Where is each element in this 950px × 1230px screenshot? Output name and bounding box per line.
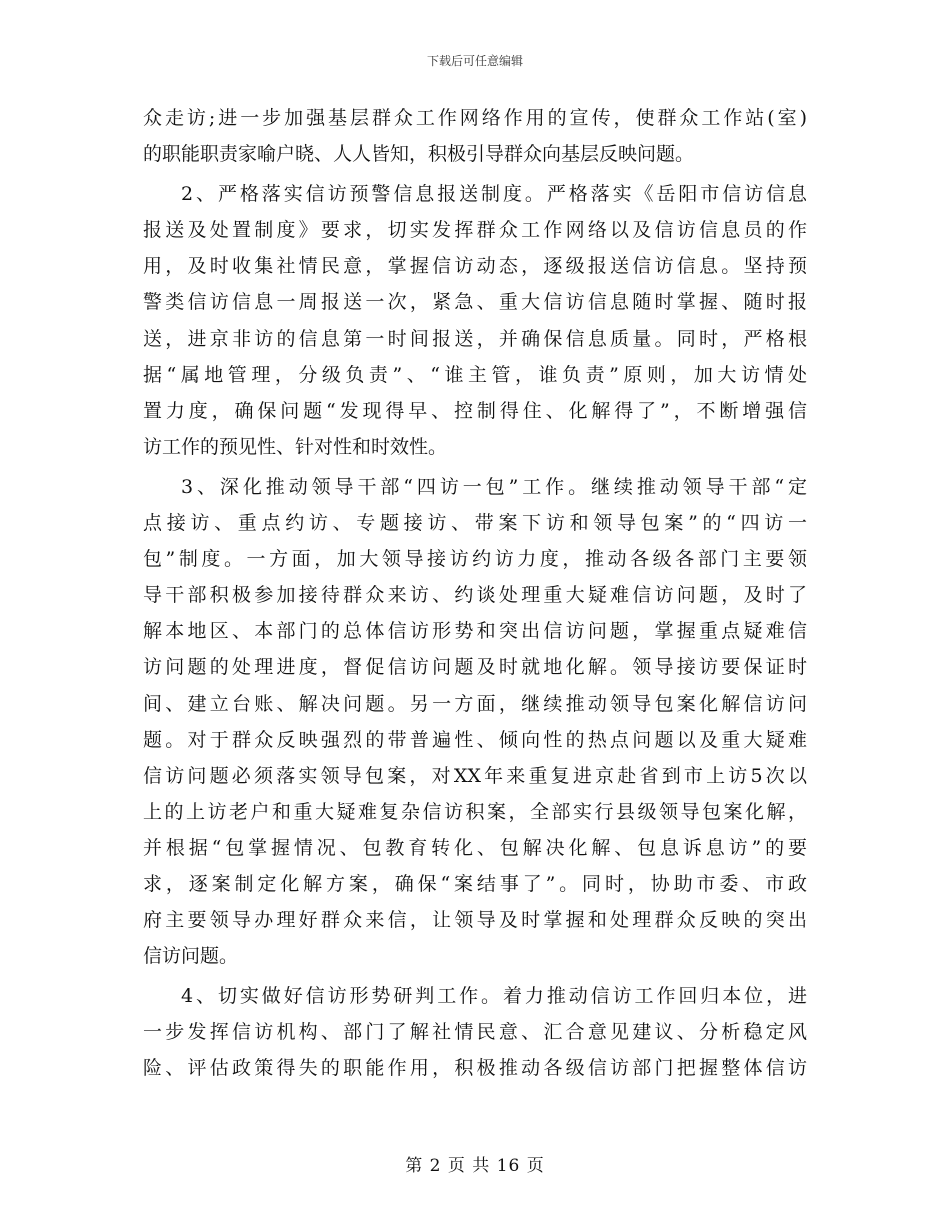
- text-line: 点接访、重点约访、专题接访、带案下访和领导包案”的“四访一: [143, 512, 807, 535]
- paragraph-4: [143, 978, 807, 1086]
- text-line: 众走访;进一步加强基层群众工作网络作用的宣传，使群众工作站(室): [143, 107, 807, 129]
- text-line: 信访问题必须落实领导包案，对XX年来重复进京赴省到市上访5次以: [143, 764, 807, 787]
- text-line: 4、切实做好信访形势研判工作。着力推动信访工作回归本位，进: [181, 985, 807, 1008]
- text-line: 2、严格落实信访预警信息报送制度。严格落实《岳阳市信访信息: [181, 183, 807, 206]
- text-line: 府主要领导办理好群众来信，让领导及时掌握和处理群众反映的突出: [143, 909, 807, 932]
- text-line: 警类信访信息一周报送一次，紧急、重大信访信息随时掌握、随时报: [143, 291, 807, 314]
- text-line: 访问题的处理进度，督促信访问题及时就地化解。领导接访要保证时: [143, 656, 807, 679]
- text-line: 解本地区、本部门的总体信访形势和突出信访问题，掌握重点疑难信: [143, 620, 807, 643]
- paragraph-3: [143, 469, 807, 974]
- text-line: 访工作的预见性、针对性和时效性。: [143, 435, 448, 458]
- text-line: 送，进京非访的信息第一时间报送，并确保信息质量。同时，严格根: [143, 327, 807, 350]
- text-line: 置力度，确保问题“发现得早、控制得住、化解得了”，不断增强信: [143, 399, 807, 422]
- text-line: 险、评估政策得失的职能作用，积极推动各级信访部门把握整体信访: [143, 1057, 807, 1080]
- text-line: 一步发挥信访机构、部门了解社情民意、汇合意见建议、分析稳定风: [143, 1021, 807, 1044]
- text-line: 导干部积极参加接待群众来访、约谈处理重大疑难信访问题，及时了: [143, 584, 807, 607]
- page-number: 第 2 页 共 16 页: [405, 1156, 545, 1176]
- page-header-note: 下载后可任意编辑: [426, 54, 523, 68]
- text-line: 报送及处置制度》要求，切实发挥群众工作网络以及信访信息员的作: [143, 219, 807, 242]
- paragraph-2: [143, 176, 807, 465]
- text-line: 间、建立台账、解决问题。另一方面，继续推动领导包案化解信访问: [143, 692, 807, 715]
- text-line: 求，逐案制定化解方案，确保“案结事了”。同时，协助市委、市政: [143, 872, 807, 895]
- text-line: 并根据“包掌握情况、包教育转化、包解决化解、包息诉息访”的要: [143, 836, 807, 859]
- text-line: 题。对于群众反映强烈的带普遍性、倾向性的热点问题以及重大疑难: [143, 728, 807, 751]
- text-line: 上的上访老户和重大疑难复杂信访积案，全部实行县级领导包案化解，: [143, 800, 807, 823]
- text-line: 的职能职责家喻户晓、人人皆知，积极引导群众向基层反映问题。: [143, 143, 695, 166]
- text-line: 信访问题。: [143, 945, 239, 968]
- text-line: 3、深化推动领导干部“四访一包”工作。继续推动领导干部“定: [181, 475, 807, 498]
- paragraph-1: [143, 100, 807, 172]
- text-line: 据“属地管理，分级负责”、“谁主管，谁负责”原则，加大访情处: [143, 363, 807, 386]
- text-line: 包”制度。一方面，加大领导接访约访力度，推动各级各部门主要领: [143, 548, 807, 571]
- text-line: 用，及时收集社情民意，掌握信访动态，逐级报送信访信息。坚持预: [143, 255, 807, 278]
- document-body: [143, 100, 807, 1087]
